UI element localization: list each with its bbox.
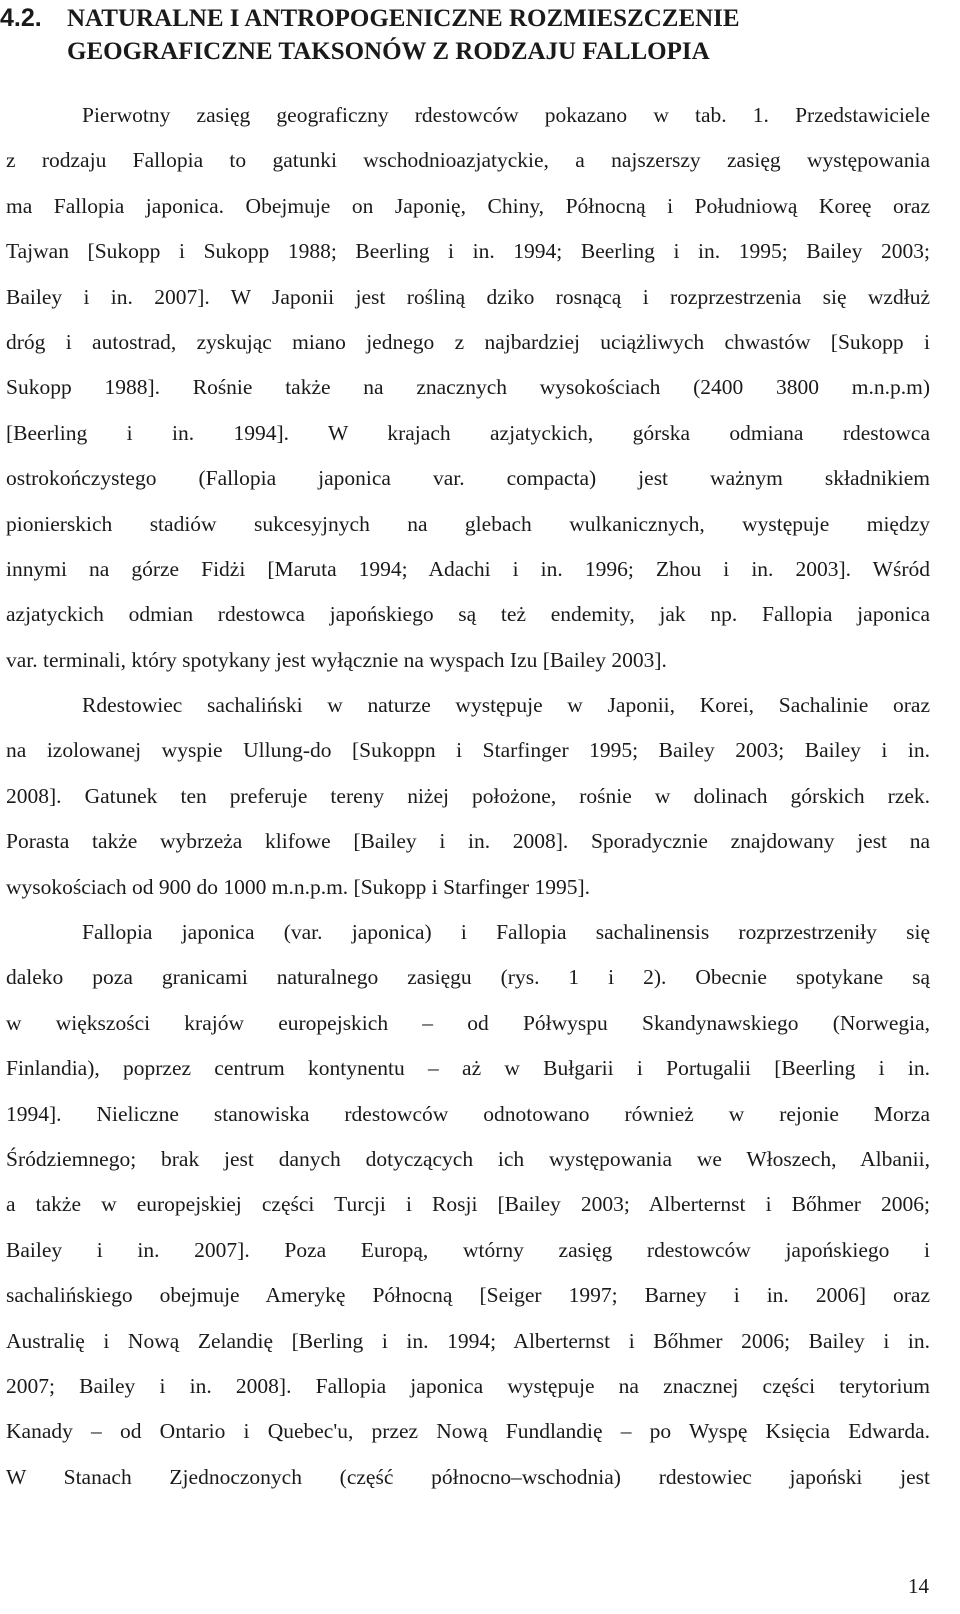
text-line: Australię i Nową Zelandię [Berling i in. 1994; Alberternst i Bőhmer 2006; Bailey i in.	[6, 1328, 930, 1353]
text-line: Sukopp 1988]. Rośnie także na znacznych wysokościach (2400 3800 m.n.p.m)	[6, 375, 930, 400]
text-line: Rdestowiec sachaliński w naturze występuje w Japonii, Korei, Sachalinie oraz	[82, 693, 930, 718]
section-title: NATURALNE I ANTROPOGENICZNE ROZMIESZCZENIE GEOGRAFICZNE TAKSONÓW Z RODZAJU FALLOPIA	[67, 5, 740, 65]
body-text	[6, 93, 930, 1500]
text-line: Śródziemnego; brak jest danych dotyczących ich występowania we Włoszech, Albanii,	[6, 1146, 930, 1171]
text-line: a także w europejskiej części Turcji i Rosji [Bailey 2003; Alberternst i Bőhmer 2006;	[6, 1192, 930, 1217]
text-line: Pierwotny zasięg geograficzny rdestowców pokazano w tab. 1. Przedstawiciele	[82, 103, 930, 127]
text-line: 1994]. Nieliczne stanowiska rdestowców odnotowano również w rejonie Morza	[6, 1101, 930, 1126]
text-line: pionierskich stadiów sukcesyjnych na glebach wulkanicznych, występuje między	[6, 511, 930, 536]
page-number: 14	[908, 1574, 929, 1598]
text-line: z rodzaju Fallopia to gatunki wschodnioazjatyckie, a najszerszy zasięg występowania	[6, 148, 930, 173]
text-line: azjatyckich odmian rdestowca japońskiego są też endemity, jak np. Fallopia japonica	[6, 602, 930, 627]
text-line: Finlandia), poprzez centrum kontynentu – aż w Bułgarii i Portugalii [Beerling i in.	[6, 1056, 930, 1081]
text-line: W Stanach Zjednoczonych (część północno–wschodnia) rdestowiec japoński jest	[6, 1464, 930, 1489]
text-line: ma Fallopia japonica. Obejmuje on Japonię, Chiny, Północną i Południową Koreę oraz	[6, 193, 930, 218]
text-line: daleko poza granicami naturalnego zasięgu (rys. 1 i 2). Obecnie spotykane są	[6, 965, 930, 990]
text-line: var. terminali, który spotykany jest wyłącznie na wyspach Izu [Bailey 2003].	[6, 647, 667, 672]
text-line: wysokościach od 900 do 1000 m.n.p.m. [Sukopp i Starfinger 1995].	[6, 874, 591, 899]
text-line: sachalińskiego obejmuje Amerykę Północną [Seiger 1997; Barney i in. 2006] oraz	[6, 1283, 930, 1308]
text-line: na izolowanej wyspie Ullung-do [Sukoppn i Starfinger 1995; Bailey 2003; Bailey i in.	[6, 738, 930, 763]
text-line: Tajwan [Sukopp i Sukopp 1988; Beerling i in. 1994; Beerling i in. 1995; Bailey 2003;	[6, 239, 930, 264]
text-line: Fallopia japonica (var. japonica) i Fallopia sachalinensis rozprzestrzeniły się	[82, 920, 930, 945]
text-line: innymi na górze Fidżi [Maruta 1994; Adachi i in. 1996; Zhou i in. 2003]. Wśród	[6, 556, 930, 581]
text-line: 2008]. Gatunek ten preferuje tereny niżej położone, rośnie w dolinach górskich rzek.	[6, 783, 930, 808]
text-line: Bailey i in. 2007]. W Japonii jest rośliną dziko rosnącą i rozprzestrzenia się wzdłuż	[6, 284, 930, 309]
text-line: Bailey i in. 2007]. Poza Europą, wtórny zasięg rdestowców japońskiego i	[6, 1237, 930, 1262]
section-number: 4.2.	[0, 4, 42, 32]
text-line: Kanady – od Ontario i Quebec'u, przez Nową Fundlandię – po Wyspę Księcia Edwarda.	[6, 1419, 930, 1444]
text-line: dróg i autostrad, zyskując miano jednego z najbardziej uciążliwych chwastów [Sukopp i	[6, 329, 930, 354]
text-line: Porasta także wybrzeża klifowe [Bailey i in. 2008]. Sporadycznie znajdowany jest na	[6, 829, 930, 854]
text-line: w większości krajów europejskich – od Półwyspu Skandynawskiego (Norwegia,	[6, 1010, 930, 1035]
text-line: [Beerling i in. 1994]. W krajach azjatyckich, górska odmiana rdestowca	[6, 420, 930, 445]
text-line: 2007; Bailey i in. 2008]. Fallopia japonica występuje na znacznej części terytorium	[6, 1373, 930, 1398]
text-line: ostrokończystego (Fallopia japonica var. compacta) jest ważnym składnikiem	[6, 466, 930, 491]
